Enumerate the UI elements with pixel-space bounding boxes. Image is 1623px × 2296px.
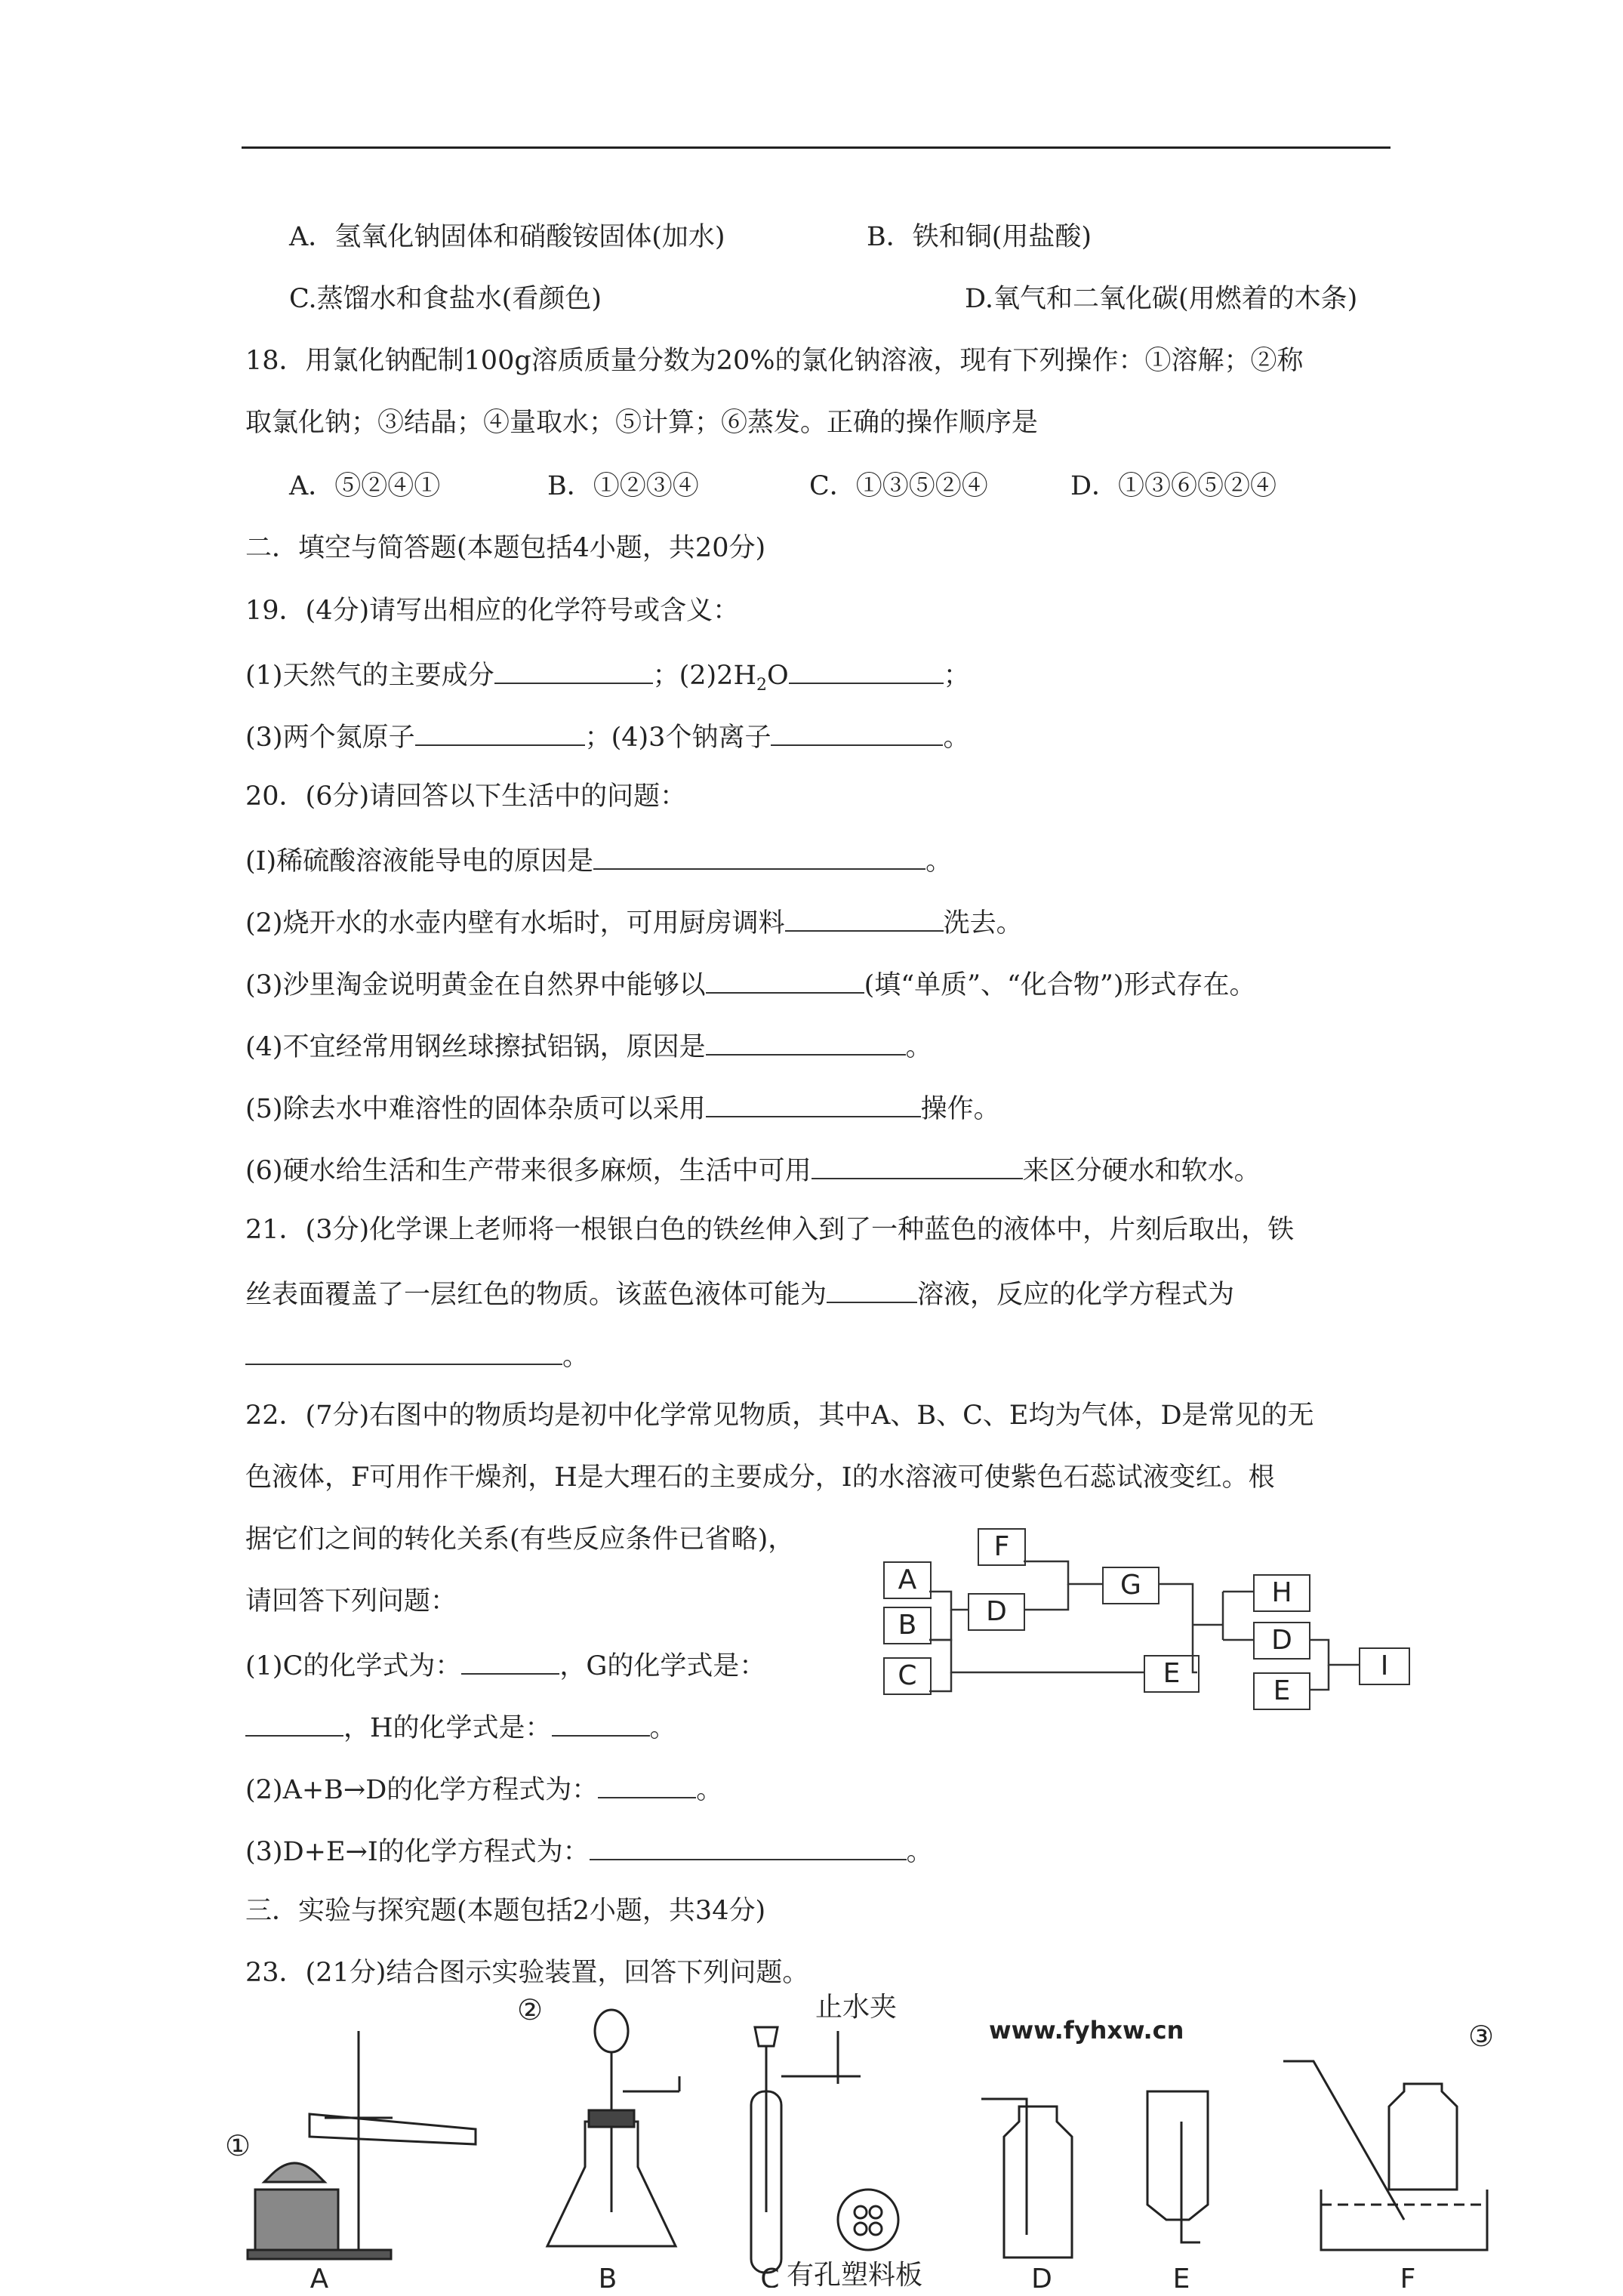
q17-option-b: B．铁和铜(用盐酸): [867, 222, 1092, 252]
q22-line4: 请回答下列问题：: [245, 1586, 457, 1616]
watermark-text: www.fyhxw.cn: [989, 2016, 1184, 2045]
answer-blank: [598, 1774, 696, 1798]
box-i: I: [1359, 1647, 1410, 1685]
q19-p2-subscript: 2: [756, 676, 767, 695]
q22-row2: [245, 1712, 676, 1742]
apparatus-b: [547, 2010, 679, 2246]
answer-blank: [706, 1093, 921, 1117]
stop-clamp-label: 止水夹: [815, 1992, 898, 2023]
apparatus-a: [248, 2031, 476, 2259]
q19-p1-end: ；: [652, 661, 679, 691]
q19-p3: (3)两个氮原子: [245, 723, 415, 753]
q20-row3: [245, 969, 1255, 999]
apparatus-label-b: B: [598, 2264, 617, 2288]
q20-p6: (6)硬水给生活和生产带来很多麻烦，生活中可用: [245, 1156, 812, 1186]
apparatus-e: [1147, 2091, 1208, 2242]
section3-title: 三．实验与探究题(本题包括2小题，共34分): [245, 1896, 766, 1926]
q20-row6: [245, 1155, 1261, 1185]
box-d-left: D: [968, 1593, 1025, 1631]
q19-title: 19．(4分)请写出相应的化学符号或含义：: [245, 596, 740, 626]
q22-p1-end: 。: [649, 1713, 676, 1743]
box-a: A: [883, 1561, 932, 1599]
box-g: G: [1102, 1567, 1160, 1604]
q21-line3-end: 。: [562, 1342, 590, 1372]
q20-row5: [245, 1093, 1000, 1123]
box-h: H: [1253, 1574, 1310, 1612]
q20-row2: [245, 908, 1023, 937]
q19-row1: [245, 660, 970, 694]
q22-p1a: (1)C的化学式为：: [245, 1651, 462, 1681]
apparatus-label-a: A: [310, 2264, 329, 2288]
answer-blank: [590, 1836, 907, 1860]
answer-blank: [415, 722, 585, 746]
q22-p2: (2)A+B→D的化学方程式为：: [245, 1775, 599, 1805]
q22-p3-end: 。: [906, 1837, 933, 1867]
q19-p3-end: ；: [584, 723, 611, 753]
circled-label-2: ②: [517, 1993, 544, 2026]
q20-row1: [245, 846, 952, 875]
q19-p2: (2)2H: [679, 661, 756, 691]
q18-option-a: A．⑤②④①: [289, 471, 441, 501]
apparatus-label-c: C: [760, 2264, 780, 2288]
q19-p4: (4)3个钠离子: [611, 723, 771, 753]
q21-line1: 21．(3分)化学课上老师将一根银白色的铁丝伸入到了一种蓝色的液体中，片刻后取出，铁: [245, 1215, 1295, 1245]
apparatus-label-d: D: [1031, 2264, 1052, 2288]
q20-p5-end: 操作。: [920, 1094, 1000, 1124]
answer-blank: [706, 969, 864, 994]
diagram-boxes: [876, 1525, 1419, 1729]
q18-line1: 18．用氯化钠配制100g溶质质量分数为20%的氯化钠溶液，现有下列操作：①溶解；②称: [245, 346, 1304, 376]
answer-blank: [771, 722, 943, 746]
apparatus-label-f: F: [1400, 2264, 1416, 2288]
answer-blank: [706, 1031, 906, 1056]
q20-title: 20．(6分)请回答以下生活中的问题：: [245, 781, 687, 812]
circled-label-1: ①: [225, 2129, 251, 2162]
answer-blank: [789, 660, 944, 684]
q17-option-a: A．氢氧化钠固体和硝酸铵固体(加水): [289, 222, 725, 252]
q19-p4-end: 。: [943, 723, 970, 753]
q20-p6-end: 来区分硬水和软水。: [1022, 1156, 1261, 1186]
q21-line3: [245, 1341, 589, 1370]
q20-p1-end: 。: [925, 846, 953, 877]
answer-blank: [245, 1712, 343, 1737]
q21-line2: [245, 1279, 1234, 1308]
q22-row4: [245, 1836, 933, 1866]
q22-line2: 色液体，F可用作干燥剂，H是大理石的主要成分，I的水溶液可使紫色石蕊试液变红。根: [245, 1462, 1275, 1493]
perforated-plate-label: 有孔塑料板: [787, 2260, 923, 2288]
q19-p2-end: ；: [943, 661, 970, 691]
q21-line2a: 丝表面覆盖了一层红色的物质。该蓝色液体可能为: [245, 1280, 827, 1310]
q19-p1: (1)天然气的主要成分: [245, 661, 494, 691]
answer-blank: [812, 1155, 1023, 1179]
q22-p2-end: 。: [696, 1775, 723, 1805]
q22-p1c: ，H的化学式是：: [343, 1713, 552, 1743]
q22-row3: [245, 1774, 722, 1804]
q20-p4: (4)不宜经常用钢丝球擦拭铝锅，原因是: [245, 1032, 706, 1062]
box-e-right: E: [1253, 1672, 1310, 1710]
q17-option-c: C.蒸馏水和食盐水(看颜色): [289, 284, 602, 314]
apparatus-f: [1283, 2061, 1487, 2250]
box-e-mid: E: [1144, 1655, 1200, 1693]
q20-p3-end: (填“单质”、“化合物”)形式存在。: [864, 970, 1256, 1000]
box-b: B: [883, 1607, 932, 1644]
q22-line1: 22．(7分)右图中的物质均是初中化学常见物质，其中A、B、C、E均为气体，D是常见的无: [245, 1401, 1314, 1431]
answer-blank: [827, 1279, 917, 1303]
apparatus-d: [981, 2099, 1072, 2257]
q20-p2-end: 洗去。: [943, 908, 1023, 938]
q18-option-d: D．①③⑥⑤②④: [1070, 471, 1277, 501]
q20-p5: (5)除去水中难溶性的固体杂质可以采用: [245, 1094, 706, 1124]
q23-title: 23．(21分)结合图示实验装置，回答下列问题。: [245, 1958, 809, 1988]
header-rule: [242, 146, 1390, 149]
apparatus-label-e: E: [1172, 2264, 1190, 2288]
q19-row2: [245, 722, 969, 751]
q19-p2-tail: O: [766, 661, 789, 691]
q20-p4-end: 。: [905, 1032, 932, 1062]
q22-line3: 据它们之间的转化关系(有些反应条件已省略)，: [245, 1524, 795, 1555]
q22-p3: (3)D+E→I的化学方程式为：: [245, 1837, 590, 1867]
q17-option-d: D.氧气和二氧化碳(用燃着的木条): [965, 284, 1358, 314]
q18-option-c: C．①③⑤②④: [809, 471, 988, 501]
answer-blank: [494, 660, 653, 684]
q20-p2: (2)烧开水的水壶内壁有水垢时，可用厨房调料: [245, 908, 785, 938]
answer-blank: [552, 1712, 650, 1737]
q22-p1b: ，G的化学式是：: [559, 1651, 766, 1681]
lab-apparatus-figure: [211, 1986, 1495, 2288]
q22-row1: [245, 1650, 765, 1680]
q18-line2: 取氯化钠；③结晶；④量取水；⑤计算；⑥蒸发。正确的操作顺序是: [245, 408, 1039, 438]
q20-row4: [245, 1031, 932, 1061]
box-c: C: [883, 1657, 932, 1695]
q20-p1: (I)稀硫酸溶液能导电的原因是: [245, 846, 594, 877]
q18-option-b: B．①②③④: [547, 471, 699, 501]
circled-label-3: ③: [1468, 2020, 1495, 2053]
apparatus-c: [751, 2027, 898, 2273]
answer-blank: [461, 1650, 559, 1675]
section2-title: 二．填空与简答题(本题包括4小题，共20分): [245, 533, 766, 563]
answer-blank: [593, 846, 925, 870]
box-d-right: D: [1253, 1622, 1310, 1660]
box-f: F: [978, 1528, 1026, 1566]
answer-blank: [245, 1341, 562, 1365]
q21-line2b: 溶液，反应的化学方程式为: [917, 1280, 1235, 1310]
q20-p3: (3)沙里淘金说明黄金在自然界中能够以: [245, 970, 706, 1000]
answer-blank: [785, 908, 944, 932]
